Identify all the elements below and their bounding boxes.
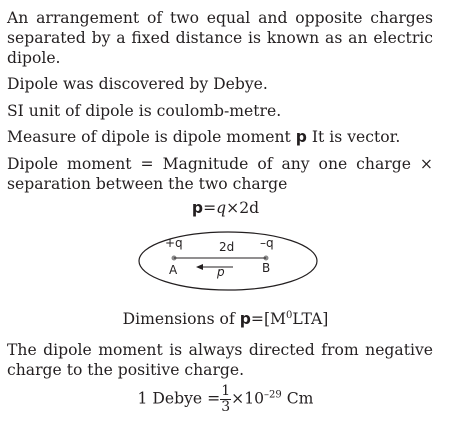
fraction-denominator: 3 — [221, 399, 231, 415]
formula-p: p — [191, 199, 204, 217]
definition-line-2: separated by a fixed distance is known as an electric — [7, 29, 433, 47]
magnitude-term: Magnitude of any one charge — [162, 155, 411, 173]
debye-times: × — [231, 389, 245, 408]
dipole-formula — [0, 199, 451, 217]
measure-text — [7, 127, 433, 147]
definition-line-3: dipole. — [7, 49, 61, 67]
formula-times: × — [226, 199, 240, 217]
positive-charge-label: +q — [165, 236, 183, 250]
measure-tail: It is vector. — [311, 128, 401, 146]
times-sign: × — [419, 155, 433, 173]
dipole-diagram — [137, 230, 319, 292]
definition-line-1: An arrangement of two equal and opposite charges — [7, 9, 433, 27]
dimensions-eq: = — [250, 310, 264, 329]
formula-eq: = — [203, 199, 217, 217]
direction-line-1: The dipole moment is always directed from negative — [7, 341, 433, 359]
debye-lhs: 1 Debye — [137, 389, 203, 408]
formula-q: q — [216, 199, 227, 217]
equals-sign: = — [140, 155, 154, 173]
debye-exponent: –29 — [264, 389, 282, 401]
dipole-moment-definition-line-2: separation between the two charge — [7, 175, 288, 193]
debye-conversion — [0, 384, 451, 415]
dimensions-exponent: 0 — [286, 310, 293, 321]
dimensions-open: [M — [263, 310, 286, 329]
dimensions-rest: LTA] — [292, 310, 329, 329]
moment-arrowhead-icon — [196, 264, 203, 270]
measure-label: Measure of dipole is dipole moment — [7, 128, 291, 146]
debye-discovery-text: Dipole was discovered by Debye. — [7, 75, 268, 93]
debye-base: 10 — [244, 389, 265, 408]
dimensions-label: Dimensions of — [122, 310, 235, 329]
dimensions-formula — [0, 310, 451, 328]
formula-2d: 2d — [239, 199, 260, 217]
point-a-label: A — [169, 263, 178, 277]
negative-charge-label: –q — [260, 236, 274, 250]
point-b-label: B — [262, 261, 271, 275]
debye-unit: Cm — [286, 389, 314, 408]
dipole-moment-definition-line-1 — [7, 154, 433, 174]
debye-eq: = — [207, 389, 221, 408]
dipole-symbol: p — [295, 128, 307, 146]
dimensions-p: p — [239, 310, 251, 329]
dipole-moment-term: Dipole moment — [7, 155, 132, 173]
distance-label: 2d — [219, 240, 235, 254]
vector-p-label: p — [217, 265, 225, 279]
fraction-numerator: 1 — [221, 383, 231, 399]
direction-line-2: charge to the positive charge. — [7, 361, 245, 379]
si-unit-text: SI unit of dipole is coulomb-metre. — [7, 102, 282, 120]
debye-fraction — [220, 384, 231, 415]
